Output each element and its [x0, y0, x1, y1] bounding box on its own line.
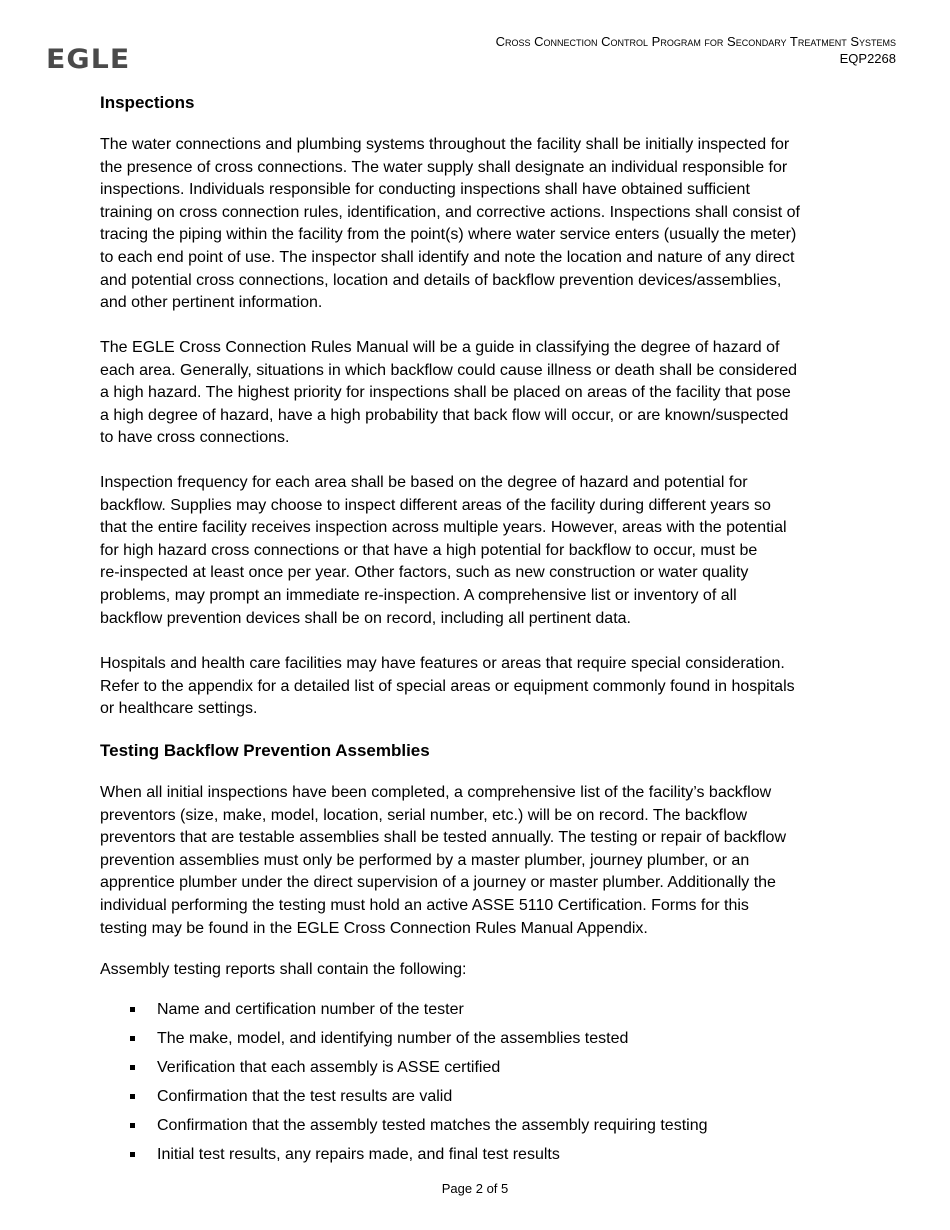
paragraph-line: When all initial inspections have been completed, a comprehensive list of the facility’s backflow [100, 784, 772, 801]
page-header [496, 33, 896, 67]
paragraph-line: to each end point of use. The inspector shall identify and note the location and nature of any direct [100, 248, 795, 266]
paragraph-line: inspections. Individuals responsible for conducting inspections shall have obtained sufficient [100, 181, 750, 199]
paragraph-line: for high hazard cross connections or that have a high potential for backflow to occur, must be [100, 541, 758, 559]
section-heading-testing: Testing Backflow Prevention Assemblies [100, 741, 430, 760]
paragraph [100, 134, 880, 315]
paragraph-line: and other pertinent information. [100, 294, 323, 312]
egle-logo: EGLE [45, 44, 131, 75]
section-heading-inspections: Inspections [100, 93, 195, 112]
paragraph-line: testing may be found in the EGLE Cross Connection Rules Manual Appendix. [100, 919, 648, 937]
paragraph-line: to have cross connections. [100, 429, 290, 447]
paragraph-line: The EGLE Cross Connection Rules Manual will be a guide in classifying the degree of hazard of [100, 339, 780, 356]
list-item-text: Name and certification number of the tester [157, 1001, 464, 1018]
paragraph-line: preventors (size, make, model, location, serial number, etc.) will be on record. The backflow [100, 806, 748, 824]
list-item-text: Verification that each assembly is ASSE certified [157, 1059, 501, 1076]
paragraph-line: Refer to the appendix for a detailed list of special areas or equipment commonly found in hospitals [100, 677, 795, 695]
document-code: EQP2268 [839, 51, 896, 66]
paragraph-line: training on cross connection rules, identification, and corrective actions. Inspections shall consist of [100, 203, 800, 221]
paragraph-line: or healthcare settings. [100, 700, 258, 718]
paragraph-line: Hospitals and health care facilities may have features or areas that require special consideration. [100, 655, 785, 672]
paragraph-line: that the entire facility receives inspection across multiple years. However, areas with the potential [100, 519, 787, 537]
paragraph-line: Inspection frequency for each area shall be based on the degree of hazard and potential for [100, 474, 748, 491]
paragraph [100, 337, 880, 450]
paragraph-line: apprentice plumber under the direct supervision of a journey or master plumber. Additionally the [100, 874, 776, 892]
paragraph-line: tracing the piping within the facility from the point(s) where water service enters (usually the meter) [100, 226, 797, 244]
paragraph-line: Assembly testing reports shall contain the following: [100, 961, 467, 978]
paragraph-line: and potential cross connections, location and details of backflow prevention devices/assemblies, [100, 271, 782, 289]
paragraph-line: preventors that are testable assemblies shall be tested annually. The testing or repair of backflow [100, 829, 787, 847]
bullet-icon [130, 1123, 135, 1128]
list-item-text: The make, model, and identifying number of the assemblies tested [157, 1030, 629, 1047]
paragraph-line: a high degree of hazard, have a high probability that back flow will occur, or are known/suspected [100, 406, 789, 424]
list-item-text: Confirmation that the assembly tested matches the assembly requiring testing [157, 1117, 708, 1134]
paragraph-line: backflow. Supplies may choose to inspect different areas of the facility during different years so [100, 496, 771, 514]
paragraph-line: re-inspected at least once per year. Other factors, such as new construction or water quality [100, 564, 749, 582]
bullet-icon [130, 1036, 135, 1041]
paragraph [100, 959, 880, 982]
paragraph-line: individual performing the testing must hold an active ASSE 5110 Certification. Forms for this [100, 896, 749, 914]
paragraph-line: backflow prevention devices shall be on record, including all pertinent data. [100, 609, 631, 627]
paragraph [100, 472, 880, 630]
bullet-icon [130, 1065, 135, 1070]
paragraph-line: problems, may prompt an immediate re-inspection. A comprehensive list or inventory of all [100, 586, 737, 604]
bullet-icon [130, 1152, 135, 1157]
paragraph-line: the presence of cross connections. The water supply shall designate an individual responsible for [100, 158, 788, 176]
document-title: Cross Connection Control Program for Secondary Treatment Systems [495, 34, 896, 49]
page-number: Page 2 of 5 [441, 1181, 509, 1196]
paragraph-line: each area. Generally, situations in which backflow could cause illness or death shall be considered [100, 361, 797, 379]
paragraph-line: prevention assemblies must only be performed by a master plumber, journey plumber, or an [100, 851, 750, 869]
list-item-text: Initial test results, any repairs made, and final test results [157, 1146, 560, 1163]
paragraph-line: The water connections and plumbing systems throughout the facility shall be initially inspected for [100, 136, 790, 153]
bullet-icon [130, 1094, 135, 1099]
paragraph-line: a high hazard. The highest priority for inspections shall be placed on areas of the facility that pose [100, 384, 791, 402]
paragraph [100, 782, 880, 940]
bullet-icon [130, 1007, 135, 1012]
list-item-text: Confirmation that the test results are valid [157, 1088, 453, 1105]
paragraph [100, 653, 880, 721]
